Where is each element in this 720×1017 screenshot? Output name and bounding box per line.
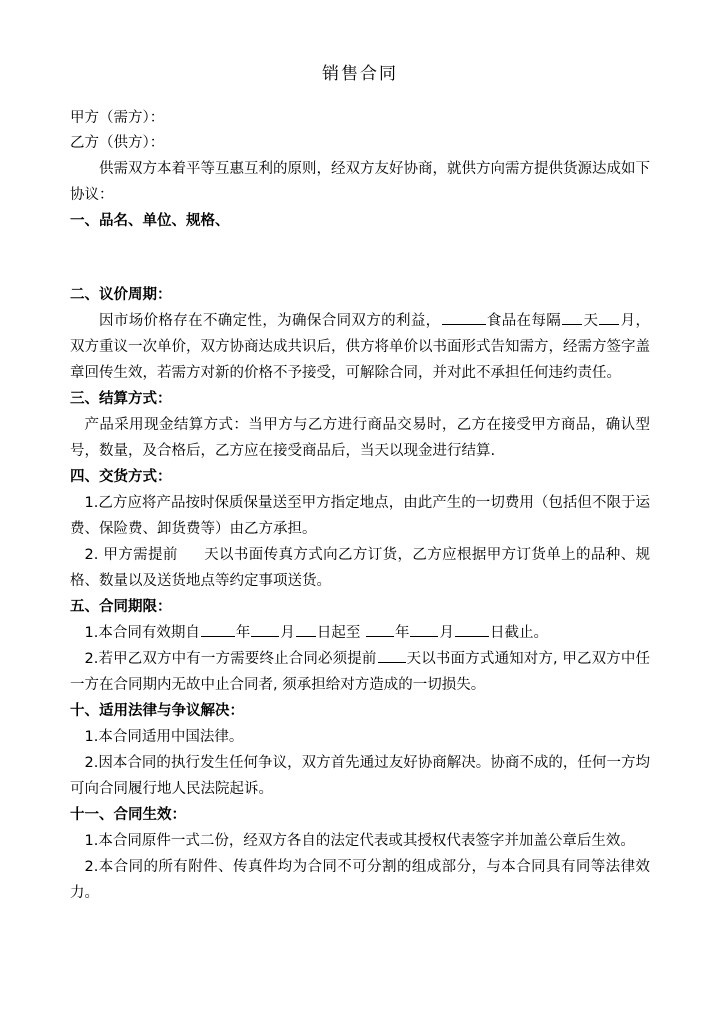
termination-text-part-1: 若甲乙双方中有一方需要终止合同必须提前 xyxy=(98,651,377,667)
section-heading-5 xyxy=(70,594,650,620)
term-text-part-2: 日起至 xyxy=(316,625,365,641)
term-text-part-1: 本合同有效期自 xyxy=(98,625,200,641)
section-10-item-1-prefix: 1. xyxy=(84,729,99,745)
term-label-month-start: 月 xyxy=(280,625,295,641)
pricing-text-part-2: 食品在每隔 xyxy=(486,313,562,329)
section-4-item-2-text-part-2: 天以书面传真方式向乙方订货，乙方应根据甲方订货单上的品种、规格、数量以及送货地点等约定事项送货。 xyxy=(70,547,651,589)
blank-end-year[interactable] xyxy=(366,622,394,638)
section-5-item-2-prefix: 2. xyxy=(84,651,99,667)
section-heading-3 xyxy=(70,386,650,412)
section-title-2: 议价周期： xyxy=(99,287,172,303)
section-heading-11 xyxy=(70,802,650,828)
section-title-11: 合同生效： xyxy=(113,807,186,823)
section-4-item-1-text: 乙方应将产品按时保质保量送至甲方指定地点，由此产生的一切费用（包括但不限于运费、保险费、卸货费等）由乙方承担。 xyxy=(70,495,650,537)
section-3-paragraph-1: 产品采用现金结算方式：当甲方与乙方进行商品交易时，乙方在接受甲方商品，确认型号，数量，及合格后，乙方应在接受商品后，当天以现金进行结算. xyxy=(70,417,650,459)
section-11-item-1-text: 本合同原件一式二份，经双方各自的法定代表或其授权代表签字并加盖公章后生效。 xyxy=(98,833,635,849)
section-number-4: 四、 xyxy=(70,469,99,485)
term-label-year-start: 年 xyxy=(235,625,251,641)
blank-end-month[interactable] xyxy=(410,622,438,638)
section-number-2: 二、 xyxy=(70,287,99,303)
section-number-11: 十一、 xyxy=(70,807,114,823)
section-title-10: 适用法律与争议解决： xyxy=(99,703,244,719)
blank-termination-notice-days[interactable] xyxy=(378,648,406,664)
section-title-3: 结算方式： xyxy=(99,391,172,407)
section-number-5: 五、 xyxy=(70,599,99,615)
section-heading-4 xyxy=(70,464,650,490)
pricing-text-part-1: 因市场价格存在不确定性，为确保合同双方的利益， xyxy=(99,313,441,329)
section-5-paragraph-2 xyxy=(70,646,650,698)
section-heading-1 xyxy=(70,208,650,234)
section-11-item-2-text: 本合同的所有附件、传真件均为合同不可分割的组成部分，与本合同具有同等法律效力。 xyxy=(70,859,650,901)
section-4-item-1-prefix: 1. xyxy=(84,495,99,511)
section-2-paragraph-1 xyxy=(70,308,650,386)
section-10-paragraph-2 xyxy=(70,750,650,802)
party-line-supplier: 乙方（供方）： xyxy=(70,135,165,151)
section-number-10: 十、 xyxy=(70,703,99,719)
party-line-buyer: 甲方（需方）： xyxy=(70,110,165,126)
section-4-item-2-prefix: 2. xyxy=(84,547,104,563)
section-number-1: 一、 xyxy=(70,213,99,229)
section-4-paragraph-1 xyxy=(70,490,650,542)
blank-product-name[interactable] xyxy=(442,310,486,326)
section-number-3: 三、 xyxy=(70,391,99,407)
blank-days[interactable] xyxy=(562,310,582,326)
section-4-item-2-text-part-1: 甲方需提前 xyxy=(103,547,178,563)
pricing-text-part-4: 月，双方重议一次单价，双方协商达成共识后，供方将单价以书面形式告知需方，经需方签字盖章回传生效，若需方对新的价格不予接受，可解除合同，并对此不承担任何违约责任。 xyxy=(70,313,651,381)
product-table-placeholder xyxy=(70,234,650,282)
contract-body xyxy=(70,60,650,906)
section-10-item-1-text: 本合同适用中国法律。 xyxy=(98,729,244,745)
section-title-4: 交货方式： xyxy=(99,469,172,485)
blank-start-month[interactable] xyxy=(251,622,279,638)
section-heading-10 xyxy=(70,698,650,724)
section-11-paragraph-1 xyxy=(70,828,650,854)
blank-end-day[interactable] xyxy=(455,622,489,638)
section-10-item-2-prefix: 2. xyxy=(84,755,99,771)
section-4-paragraph-2 xyxy=(70,542,650,594)
term-text-part-3: 日截止。 xyxy=(489,625,548,641)
blank-start-day[interactable] xyxy=(296,622,316,638)
section-10-item-2-text: 因本合同的执行发生任何争议，双方首先通过友好协商解决。协商不成的，任何一方均可向合同履行地人民法院起诉。 xyxy=(70,755,650,797)
preamble-paragraph: 供需双方本着平等互惠互利的原则，经双方友好协商，就供方向需方提供货源达成如下协议： xyxy=(70,161,650,203)
blank-months[interactable] xyxy=(599,310,619,326)
termination-text-part-2: 天以书面方式通知对方, 甲乙双方中任一方在合同期内无故中止合同者, 须承担给对方造成的一切损失。 xyxy=(70,651,651,693)
section-11-paragraph-2 xyxy=(70,854,650,906)
page-title: 销售合同 xyxy=(322,64,398,84)
section-title-1: 品名、单位、规格、 xyxy=(99,213,230,229)
blank-start-year[interactable] xyxy=(201,622,235,638)
term-label-month-end: 月 xyxy=(439,625,454,641)
section-10-paragraph-1 xyxy=(70,724,650,750)
section-11-item-2-prefix: 2. xyxy=(84,859,99,875)
section-11-item-1-prefix: 1. xyxy=(84,833,99,849)
section-5-paragraph-1 xyxy=(70,620,650,646)
section-5-item-1-prefix: 1. xyxy=(84,625,99,641)
term-label-year-end: 年 xyxy=(394,625,410,641)
section-title-5: 合同期限： xyxy=(99,599,172,615)
section-heading-2 xyxy=(70,282,650,308)
pricing-text-part-3: 天 xyxy=(583,313,599,329)
